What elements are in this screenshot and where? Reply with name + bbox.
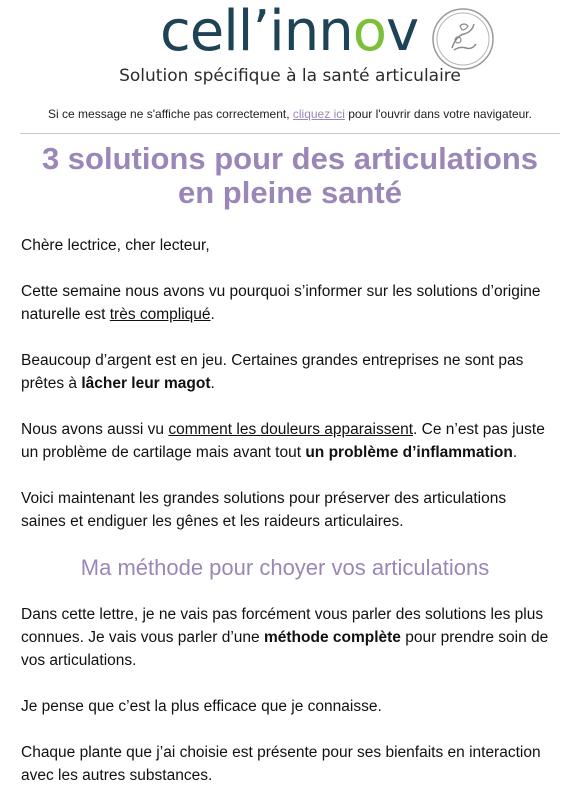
paragraph-5-text: Dans cette lettre, je ne vais pas forcément vous parler des solutions les plus connues. Je vais vous parler d’une xyxy=(21,606,544,646)
section-subtitle: Ma méthode pour choyer vos articulations xyxy=(80,555,490,580)
paragraph-5-bold: méthode complète xyxy=(263,629,401,646)
seal-icon xyxy=(430,6,496,72)
open-in-browser-link[interactable]: cliquez ici xyxy=(292,107,345,121)
paragraph-3-bold: un problème d’inflammation xyxy=(305,444,513,461)
paragraph-4: Voici maintenant les grandes solutions pour préserver des articulations saines et endiguer les gênes et les raideurs articulaires. xyxy=(21,490,507,530)
paragraph-6: Je pense que c’est la plus efficace que je connaisse. xyxy=(21,698,382,715)
logo-text-accent: o xyxy=(352,0,386,64)
paragraph-3-end: . xyxy=(512,444,518,461)
paragraph-2-bold: lâcher leur magot xyxy=(81,375,211,392)
tres-complique-link[interactable]: très compliqué xyxy=(109,306,211,323)
paragraph-5-end: pour prendre soin de vos articulations. xyxy=(21,629,549,669)
paragraph-2 xyxy=(21,349,549,395)
newsletter-body xyxy=(21,234,549,810)
logo-tagline: Solution spécifique à la santé articulaire xyxy=(119,66,461,86)
notice-text-after: pour l'ouvrir dans votre navigateur. xyxy=(344,107,532,121)
paragraph-3-mid: . Ce n’est pas juste un problème de cartilage mais avant tout xyxy=(21,421,545,461)
paragraph-3 xyxy=(21,418,549,464)
newsletter-title: 3 solutions pour des articulations en pleine santé xyxy=(41,141,539,210)
email-header xyxy=(0,0,580,98)
paragraph-7: Chaque plante que j’ai choisie est présente pour ses bienfaits en interaction avec les autres substances. xyxy=(21,744,541,784)
douleurs-link[interactable]: comment les douleurs apparaissent xyxy=(168,421,414,438)
paragraph-1 xyxy=(21,280,549,326)
greeting: Chère lectrice, cher lecteur, xyxy=(21,237,210,254)
paragraph-1-end: . xyxy=(210,306,215,323)
header-divider xyxy=(20,133,560,134)
brand-logo xyxy=(160,2,418,62)
paragraph-2-end: . xyxy=(210,375,215,392)
logo-text-start: cell’inn xyxy=(160,0,353,64)
browser-notice xyxy=(0,107,580,121)
logo-text-end: v xyxy=(385,0,419,64)
paragraph-5 xyxy=(21,603,549,672)
paragraph-2-text: Beaucoup d’argent est en jeu. Certaines grandes entreprises ne sont pas prêtes à xyxy=(21,352,524,392)
paragraph-3-text: Nous avons aussi vu xyxy=(21,421,169,438)
paragraph-1-text: Cette semaine nous avons vu pourquoi s’informer sur les solutions d’origine naturelle est xyxy=(21,283,541,323)
notice-text-before: Si ce message ne s'affiche pas correctement, xyxy=(48,107,293,121)
